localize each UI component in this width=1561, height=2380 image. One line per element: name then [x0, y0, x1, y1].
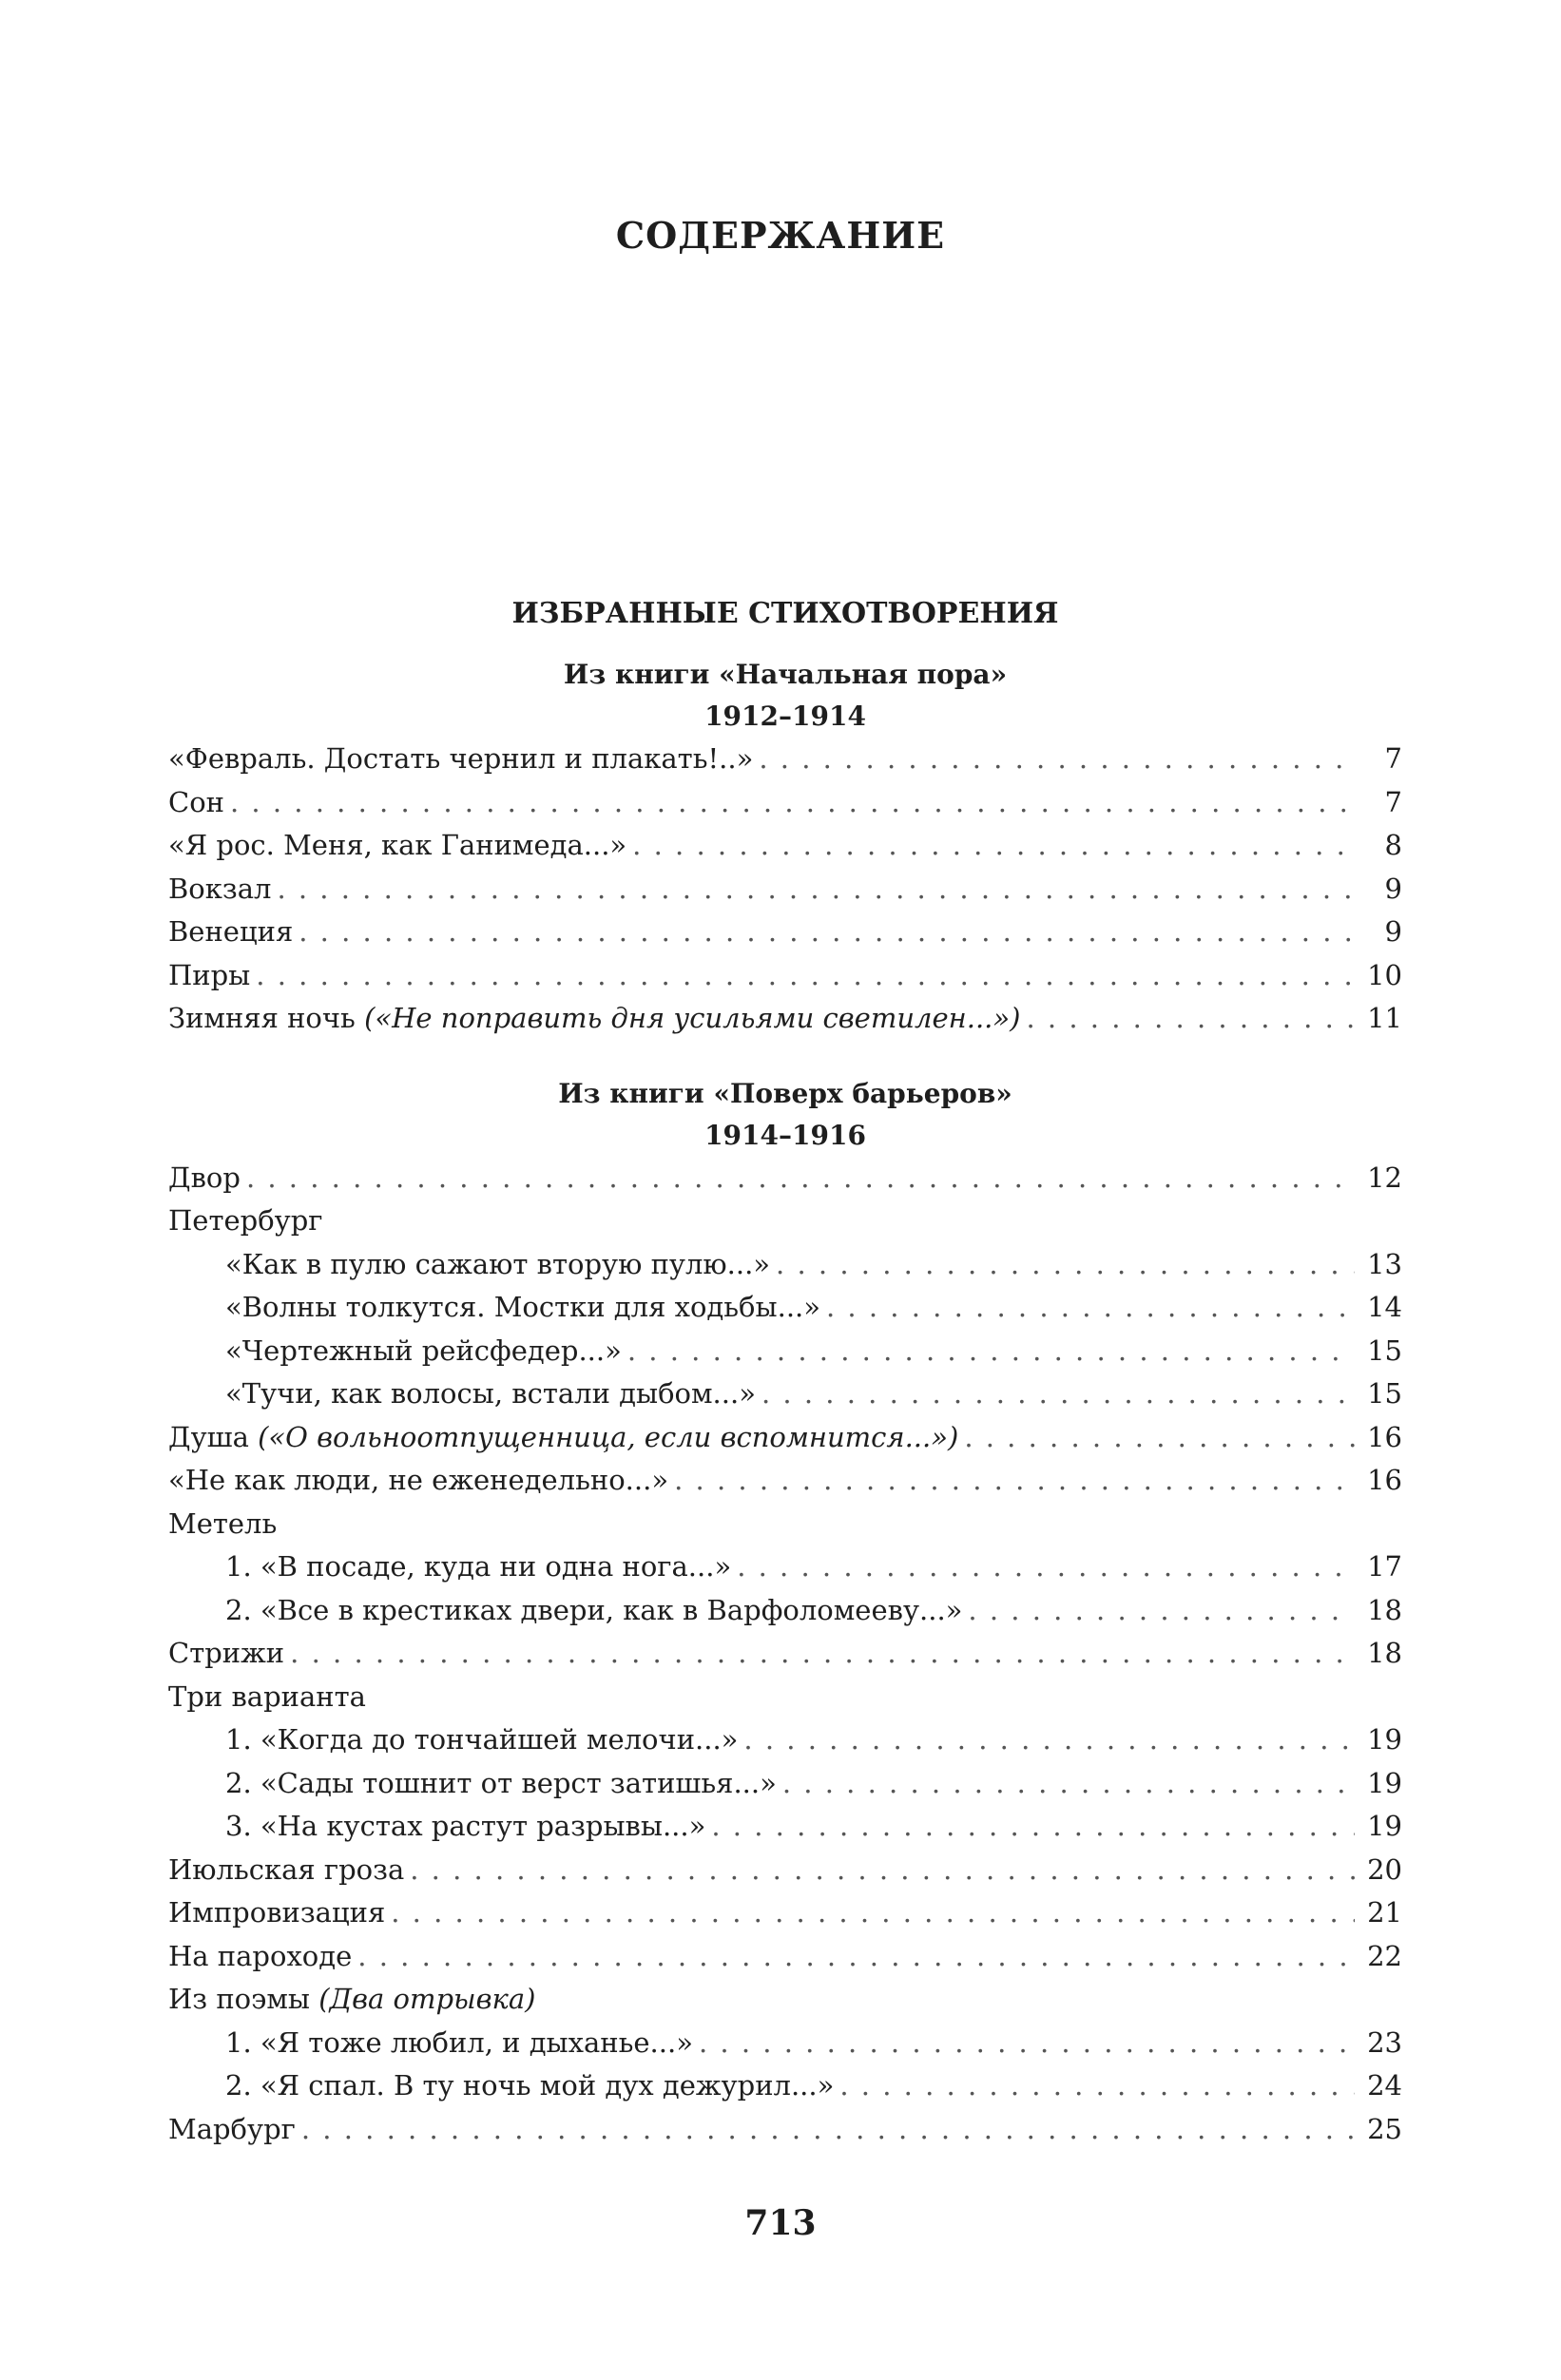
toc-page-number: 15	[1367, 1334, 1402, 1367]
toc-page-number: 15	[1367, 1377, 1402, 1410]
toc-entry-title	[168, 738, 753, 781]
toc-entry[interactable]	[168, 1416, 1402, 1460]
dot-leader	[761, 1372, 1355, 1416]
toc-entry-title	[225, 1805, 705, 1849]
dot-leader	[826, 1286, 1355, 1330]
toc-entry-title-text: 1. «В посаде, куда ни одна нога...»	[225, 1550, 732, 1583]
toc-entry-title-text: «Я рос. Меня, как Ганимеда...»	[168, 829, 627, 861]
toc-entry-subtitle: («Не поправить дня усильями светилен...»)	[364, 1002, 1021, 1034]
toc-entry[interactable]	[168, 2064, 1402, 2108]
toc-entry[interactable]	[168, 1849, 1402, 1892]
toc-group-subtitle: (Два отрывка)	[318, 1983, 536, 2015]
toc-entry-title-text: Венеция	[168, 915, 294, 948]
toc-entry-title-text: «Февраль. Достать чернил и плакать!..»	[168, 742, 754, 775]
toc-entry[interactable]	[168, 1286, 1402, 1330]
toc-page-number: 8	[1384, 829, 1402, 861]
toc-entry[interactable]	[168, 1372, 1402, 1416]
toc-entry-title	[225, 1372, 756, 1416]
toc-page-number: 7	[1384, 742, 1402, 775]
toc-entry-title	[225, 1545, 731, 1589]
book-years: 1914–1916	[704, 1119, 866, 1151]
toc-page-number: 9	[1384, 872, 1402, 905]
toc-entry-title	[168, 781, 224, 825]
toc-entry-title-text: На пароходе	[168, 1939, 353, 1972]
dot-leader	[782, 1762, 1355, 1806]
dot-leader	[674, 1459, 1355, 1503]
toc-entry-title	[168, 1157, 241, 1200]
toc-page-number: 22	[1367, 1939, 1402, 1972]
toc-group-label: Из поэмы	[168, 1983, 310, 2015]
toc-entry-subtitle: («О вольноотпущенница, если вспомнится...»)	[258, 1420, 959, 1453]
toc-entry[interactable]	[168, 1243, 1402, 1287]
toc-entry[interactable]	[168, 1762, 1402, 1806]
toc-entry[interactable]	[168, 824, 1402, 868]
toc-entry-title	[168, 824, 626, 868]
toc-entry-title-text: 2. «Все в крестиках двери, как в Варфоломееву...»	[225, 1593, 963, 1626]
toc-page-number: 11	[1367, 1002, 1402, 1034]
toc-entry-title	[168, 1416, 958, 1460]
dot-leader	[230, 781, 1355, 825]
toc-entry[interactable]	[168, 738, 1402, 781]
toc-entry-title-text: 1. «Я тоже любил, и дыханье...»	[225, 2025, 693, 2059]
dot-leader	[711, 1805, 1355, 1849]
toc-entry-title	[225, 2022, 693, 2065]
dot-leader	[1026, 997, 1355, 1041]
toc-entry-title	[168, 911, 293, 954]
toc-entry-title	[225, 1286, 820, 1330]
toc-entry-title-text: Марбург	[168, 2112, 296, 2145]
toc-entry[interactable]	[168, 1718, 1402, 1762]
toc-entry-title-text: Пиры	[168, 958, 251, 991]
toc-entry-title	[168, 997, 1020, 1041]
toc-group-label: Петербург	[168, 1204, 323, 1237]
toc-entry-title	[168, 1459, 668, 1503]
toc-entry[interactable]	[168, 2022, 1402, 2065]
toc-page-number: 18	[1367, 1637, 1402, 1669]
toc-entry[interactable]	[168, 1935, 1402, 1979]
toc-entry-title-text: 1. «Когда до тончайшей мелочи...»	[225, 1723, 739, 1756]
dot-leader	[632, 824, 1355, 868]
toc-entry[interactable]	[168, 911, 1402, 954]
toc-page-number: 13	[1367, 1247, 1402, 1280]
toc-entry[interactable]	[168, 781, 1402, 825]
toc-entry-title-text: «Волны толкутся. Мостки для ходьбы...»	[225, 1291, 820, 1323]
book-heading: Из книги «Поверх барьеров»	[558, 1077, 1012, 1109]
dot-leader	[357, 1935, 1355, 1979]
toc-entry-title-text: Вокзал	[168, 872, 272, 905]
toc-page-number: 19	[1367, 1810, 1402, 1842]
toc-entry-title-text: Сон	[168, 785, 224, 818]
dot-leader	[699, 2022, 1355, 2065]
dot-leader	[839, 2064, 1355, 2108]
toc-entry-title-text: «Чертежный рейсфедер...»	[225, 1334, 622, 1367]
toc-entry-title	[168, 1849, 404, 1892]
toc-entry-title-text: Зимняя ночь	[168, 1002, 356, 1034]
toc-entry[interactable]	[168, 1330, 1402, 1373]
toc-entry-title-text: Стрижи	[168, 1637, 285, 1669]
dot-leader	[743, 1718, 1355, 1762]
toc-entry[interactable]	[168, 2108, 1402, 2152]
page-title: СОДЕРЖАНИЕ	[615, 214, 946, 257]
toc-page-number: 14	[1367, 1291, 1402, 1323]
toc-group-title	[168, 1503, 1402, 1546]
toc-entry-title	[225, 1718, 738, 1762]
toc-entry-title	[225, 2064, 834, 2108]
dot-leader	[627, 1330, 1355, 1373]
dot-leader	[737, 1545, 1355, 1589]
toc-entry-title-text: «Не как люди, не еженедельно...»	[168, 1464, 669, 1496]
toc-entry[interactable]	[168, 1805, 1402, 1849]
toc-group-title	[168, 1676, 1402, 1719]
toc-entry-title-text: Импровизация	[168, 1896, 386, 1929]
toc-group-title	[168, 1200, 1402, 1243]
toc-page-number: 12	[1367, 1161, 1402, 1194]
toc-entry-title	[168, 1632, 284, 1676]
toc-entry[interactable]	[168, 997, 1402, 1041]
table-of-contents	[168, 587, 1402, 2151]
toc-entry-title-text: «Тучи, как волосы, встали дыбом...»	[225, 1377, 756, 1410]
dot-leader	[277, 868, 1355, 912]
toc-page-number: 19	[1367, 1766, 1402, 1799]
toc-page-number: 19	[1367, 1723, 1402, 1756]
toc-entry-title-text: «Как в пулю сажают вторую пулю...»	[225, 1247, 771, 1280]
toc-group-title	[168, 1978, 1402, 2022]
toc-entry[interactable]	[168, 868, 1402, 912]
toc-page-number: 17	[1367, 1550, 1402, 1583]
dot-leader	[759, 738, 1355, 781]
toc-group-label: Метель	[168, 1507, 278, 1540]
toc-entry-title	[168, 868, 271, 912]
dot-leader	[290, 1632, 1355, 1676]
dot-leader	[391, 1891, 1355, 1935]
section-gap	[168, 1041, 1402, 1073]
toc-page-number: 24	[1367, 2069, 1402, 2102]
toc-entry-title-text: Двор	[168, 1161, 241, 1194]
toc-page-number: 10	[1367, 958, 1402, 991]
dot-leader	[964, 1416, 1355, 1460]
dot-leader	[246, 1157, 1355, 1200]
book-heading: Из книги «Начальная пора»	[563, 659, 1008, 690]
dot-leader	[256, 954, 1355, 998]
toc-entry-title	[168, 2108, 296, 2152]
toc-entry-title-text: Июльская гроза	[168, 1852, 405, 1886]
page-number: 713	[744, 2203, 817, 2243]
book-years: 1912–1914	[704, 701, 866, 732]
toc-page-number: 20	[1367, 1852, 1402, 1886]
dot-leader	[410, 1849, 1355, 1892]
toc-entry-title-text: 2. «Я спал. В ту ночь мой дух дежурил...»	[225, 2069, 835, 2102]
toc-entry-title	[225, 1330, 622, 1373]
toc-entry[interactable]	[168, 1157, 1402, 1200]
toc-entry-title	[168, 1935, 352, 1979]
toc-entry[interactable]	[168, 954, 1402, 998]
toc-entry[interactable]	[168, 1589, 1402, 1633]
dot-leader	[299, 911, 1355, 954]
toc-page-number: 16	[1367, 1420, 1402, 1453]
toc-entry[interactable]	[168, 1545, 1402, 1589]
toc-page-number: 16	[1367, 1464, 1402, 1496]
toc-entry-title-text: 3. «На кустах растут разрывы...»	[225, 1810, 706, 1842]
toc-page-number: 21	[1367, 1896, 1402, 1929]
toc-entry-title	[225, 1243, 770, 1287]
toc-entry[interactable]	[168, 1891, 1402, 1935]
toc-entry-title-text: Душа	[168, 1420, 249, 1453]
toc-page-number: 7	[1384, 785, 1402, 818]
dot-leader	[968, 1589, 1355, 1633]
toc-page-number: 23	[1367, 2025, 1402, 2059]
toc-entry-title	[168, 954, 250, 998]
toc-entry-title	[225, 1762, 777, 1806]
toc-entry-title-text: 2. «Сады тошнит от верст затишья...»	[225, 1766, 777, 1799]
toc-entry-title	[168, 1891, 385, 1935]
toc-entry[interactable]	[168, 1632, 1402, 1676]
toc-page-number: 18	[1367, 1593, 1402, 1626]
toc-group-label: Три варианта	[168, 1679, 366, 1713]
toc-page-number: 25	[1367, 2112, 1402, 2145]
dot-leader	[776, 1243, 1355, 1287]
toc-entry[interactable]	[168, 1459, 1402, 1503]
section-heading: ИЗБРАННЫЕ СТИХОТВОРЕНИЯ	[511, 597, 1059, 630]
toc-entry-title	[225, 1589, 962, 1633]
dot-leader	[301, 2108, 1355, 2152]
toc-page-number: 9	[1384, 915, 1402, 948]
